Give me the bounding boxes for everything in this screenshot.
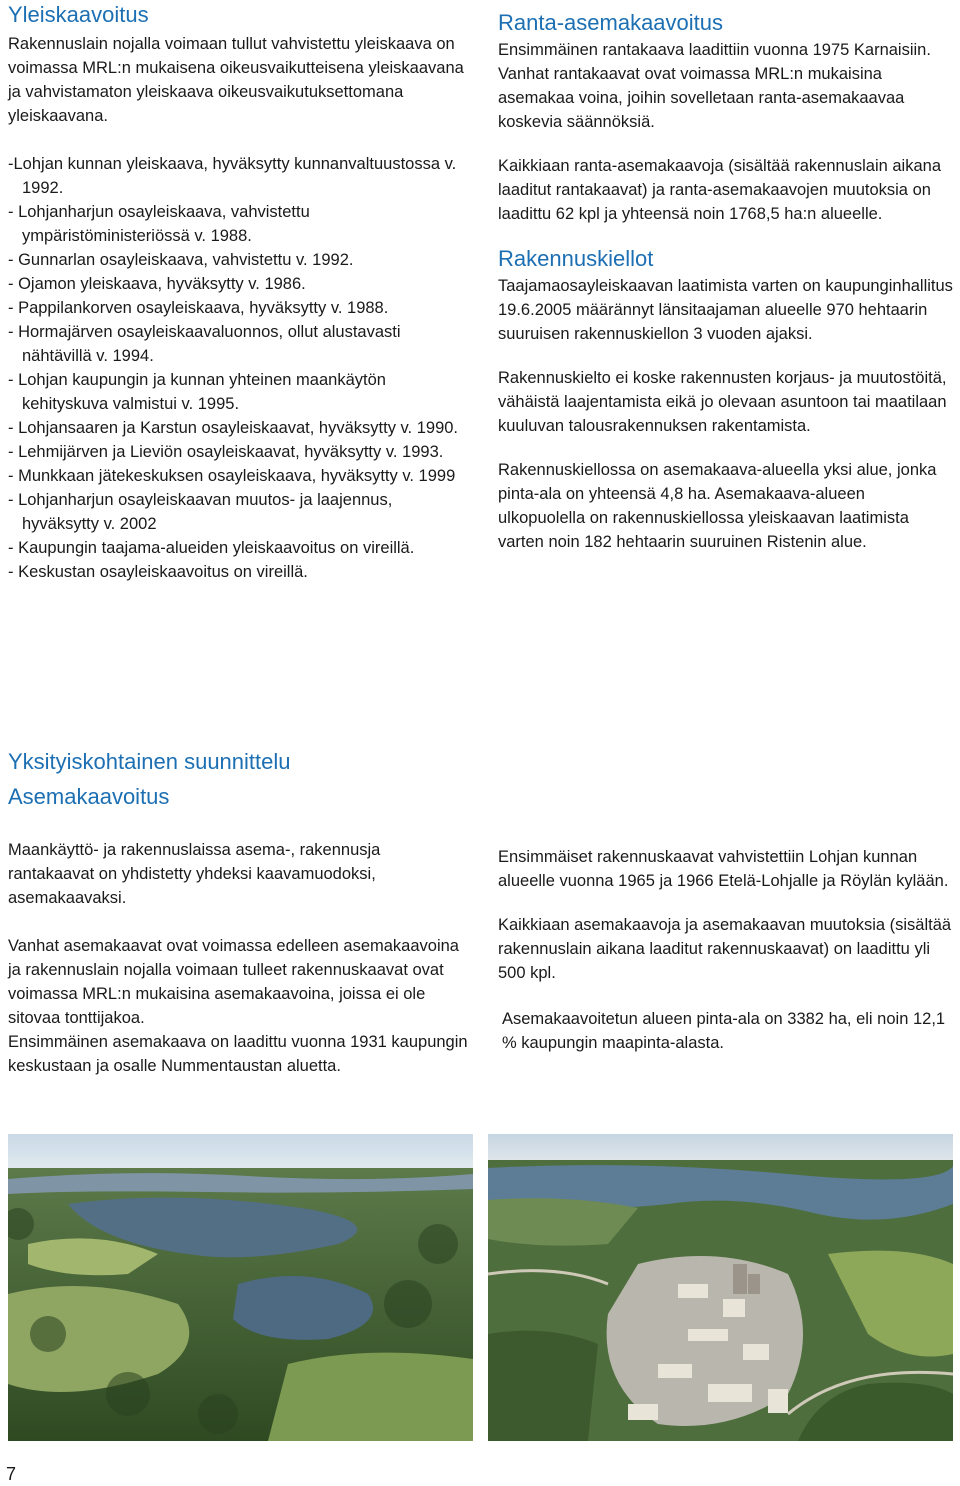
asemakaava-paragraph-1: Maankäyttö- ja rakennuslaissa asema-, rakennusja rantakaavat on yhdistetty yhdeksi kaavamuodoksi, asemakaavaksi. — [8, 841, 381, 907]
yleiskaavoitus-intro: Rakennuslain nojalla voimaan tullut vahvistettu yleiskaava on voimassa MRL:n mukaisena oikeusvaikutteisena yleiskaavana ja vahvistamaton yleiskaava oikeusvaikutuksettomana yleiskaavana. — [8, 35, 464, 125]
ranta-paragraph-1: Ensimmäinen rantakaava laadittiin vuonna 1975 Karnaisiin. Vanhat rantakaavat ovat voimassa MRL:n mukaisina asemakaa voina, joihin sovelletaan ranta-asemakaavaa koskevia säännöksiä. — [498, 41, 931, 131]
lower-headings — [8, 744, 608, 814]
plan-list-item: - Ojamon yleiskaava, hyväksytty v. 1986. — [8, 275, 306, 293]
right-top-column — [498, 8, 956, 554]
aerial-photo-town — [488, 1134, 953, 1441]
plan-list-item: - Keskustan osayleiskaavoitus on vireillä. — [8, 563, 308, 581]
lower-left-column — [8, 838, 468, 1078]
lower-right-column — [498, 845, 956, 1055]
aerial-photo-lake — [8, 1134, 473, 1441]
yleiskaavoitus-heading: Yleiskaavoitus — [8, 2, 149, 27]
kiellot-paragraph-3: Rakennuskiellossa on asemakaava-alueella yksi alue, jonka pinta-ala on yhteensä 4,8 ha. Asemakaava-alueen ulkopuolella on rakennuskiellossa yleiskaavan laatimista varten noin 182 hehtaarin suuruinen Ristenin alue. — [498, 461, 937, 551]
asemakaava-paragraph-2: Vanhat asemakaavat ovat voimassa edelleen asemakaavoina ja rakennuslain nojalla voimaan tulleet rakennuskaavat ovat voimassa MRL:n mukaisina asemakaavoina, joissa ei ole sitovaa tonttijakoa. — [8, 937, 459, 1027]
plan-list-item: - Hormajärven osayleiskaavaluonnos, ollut alustavasti nähtävillä v. 1994. — [8, 323, 401, 365]
plan-list-item: - Lohjansaaren ja Karstun osayleiskaavat, hyväksytty v. 1990. — [8, 419, 459, 437]
page-number: 7 — [6, 1464, 17, 1484]
plan-list-item: - Lohjan kaupungin ja kunnan yhteinen maankäytön kehityskuva valmistui v. 1995. — [8, 371, 386, 413]
ranta-paragraph-2: Kaikkiaan ranta-asemakaavoja (sisältää rakennuslain aikana laaditut rantakaavat) ja ranta-asemakaavojen muutoksia on laadittu 62 kpl ja yhteensä noin 1768,5 ha:n alueelle. — [498, 157, 942, 223]
plan-list-item: - Gunnarlan osayleiskaava, vahvistettu v. 1992. — [8, 251, 354, 269]
yleiskaavoitus-section — [8, 0, 468, 584]
rakennuskaava-paragraph-2: Kaikkiaan asemakaavoja ja asemakaavan muutoksia (sisältää rakennuslain aikana laaditut rakennuskaavat) on laadittu yli 500 kpl. — [498, 916, 952, 982]
plan-list-item: - Lohjanharjun osayleiskaavan muutos- ja laajennus, hyväksytty v. 2002 — [8, 491, 393, 533]
rakennuskaava-paragraph-1: Ensimmäiset rakennuskaavat vahvistettiin Lohjan kunnan alueelle vuonna 1965 ja 1966 Etelä-Lohjalle ja Röylän kylään. — [498, 848, 949, 890]
plan-list-item: - Pappilankorven osayleiskaava, hyväksytty v. 1988. — [8, 299, 389, 317]
plan-list-item: - Kaupungin taajama-alueiden yleiskaavoitus on vireillä. — [8, 539, 415, 557]
kiellot-heading: Rakennuskiellot — [498, 246, 654, 271]
plan-list-item: - Lehmijärven ja Lieviön osayleiskaavat, hyväksytty v. 1993. — [8, 443, 444, 461]
rakennuskaava-paragraph-3: Asemakaavoitetun alueen pinta-ala on 3382 ha, eli noin 12,1 % kaupungin maapinta-alasta. — [502, 1010, 946, 1052]
kiellot-paragraph-1: Taajamaosayleiskaavan laatimista varten on kaupunginhallitus 19.6.2005 määrännyt länsitaajaman alueelle 970 hehtaarin suuruisen rakennuskiellon 3 vuoden ajaksi. — [498, 277, 953, 343]
plan-list — [8, 152, 468, 584]
yksityiskohtainen-heading: Yksityiskohtainen suunnittelu — [8, 749, 291, 774]
plan-list-item: - Munkkaan jätekeskuksen osayleiskaava, hyväksytty v. 1999 — [8, 467, 456, 485]
plan-list-item: - Lohjanharjun osayleiskaava, vahvistettu ympäristöministeriössä v. 1988. — [8, 203, 310, 245]
asemakaavoitus-heading: Asemakaavoitus — [8, 784, 170, 809]
asemakaava-paragraph-3: Ensimmäinen asemakaava on laadittu vuonna 1931 kaupungin keskustaan ja osalle Nummentaustan aluetta. — [8, 1033, 468, 1075]
plan-list-item: -Lohjan kunnan yleiskaava, hyväksytty kunnanvaltuustossa v. 1992. — [8, 155, 457, 197]
ranta-heading: Ranta-asemakaavoitus — [498, 10, 724, 35]
kiellot-paragraph-2: Rakennuskielto ei koske rakennusten korjaus- ja muutostöitä, vähäistä laajentamista eikä jo olevaan asuntoon tai maatilaan kuuluvan talousrakennuksen rakentamista. — [498, 369, 947, 435]
